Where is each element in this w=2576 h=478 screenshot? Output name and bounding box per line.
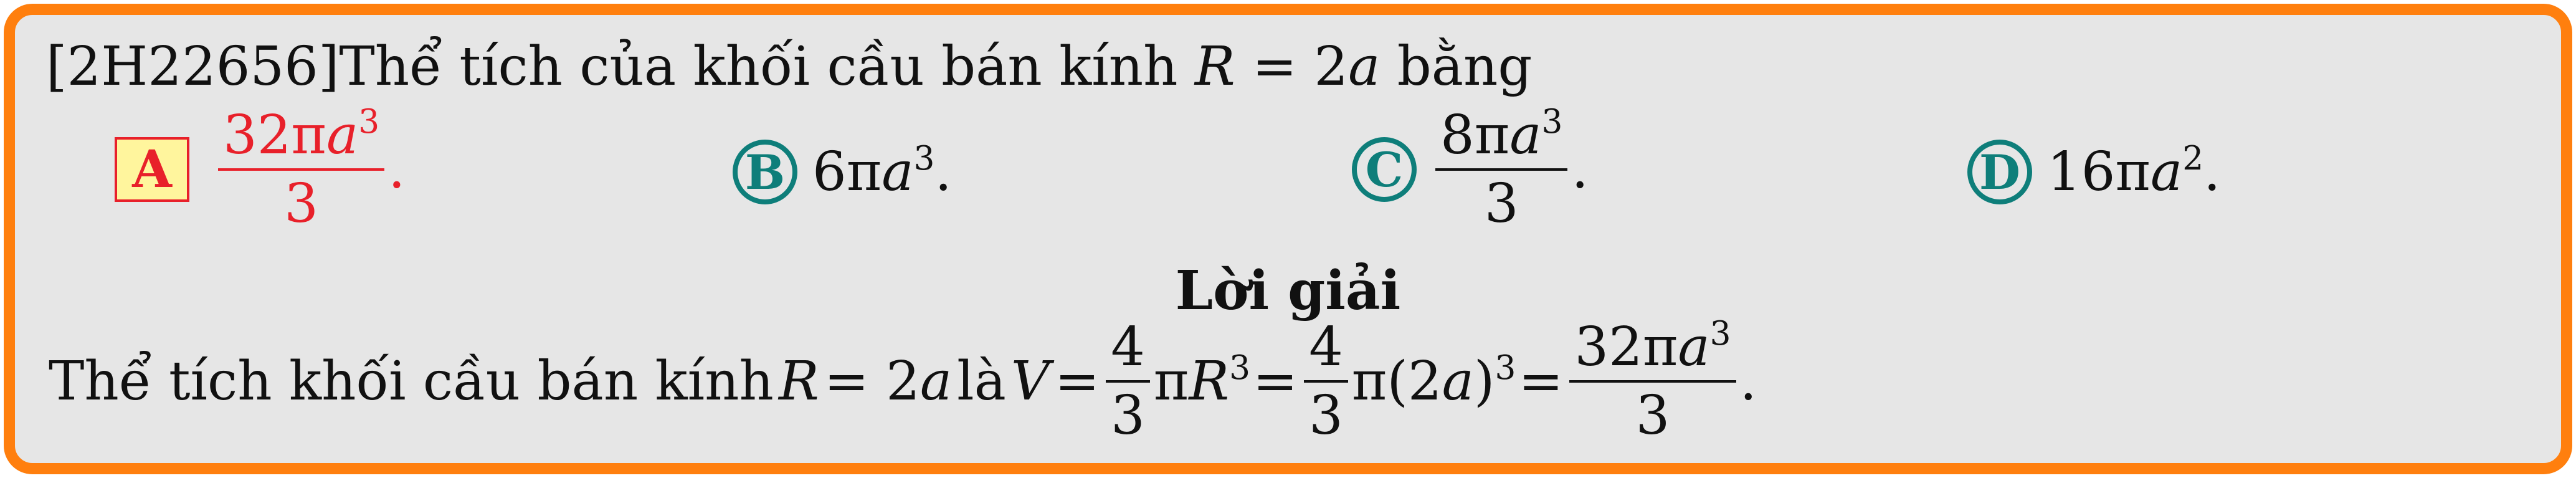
solution-line — [46, 313, 1757, 447]
choice-c-denominator: 3 — [1435, 168, 1567, 231]
solution-tail: . — [1739, 350, 1757, 413]
solution-fraction-1: $\frac{4}{3}$ — [1106, 320, 1150, 442]
solution-eq4: = — [1518, 350, 1564, 413]
solution-var-R: R — [778, 350, 819, 413]
solution-eq2: = — [1055, 350, 1100, 413]
choice-b-badge: B — [733, 140, 797, 204]
choice-a-tail: . — [388, 138, 406, 201]
equals-two: = 2 — [1252, 36, 1349, 98]
choice-d[interactable] — [1967, 140, 2221, 204]
question-stem-end: bằng — [1397, 36, 1533, 98]
question-card — [4, 4, 2572, 474]
question-stem: Thể tích của khối cầu bán kính — [339, 36, 1178, 98]
solution-pi-R-cubed: $\pi R^3$ — [1153, 348, 1251, 413]
choice-a-numerator: $32\pi a^3$ — [223, 102, 380, 166]
solution-text-la: là — [957, 350, 1006, 413]
question-line — [46, 36, 1533, 98]
choice-b[interactable] — [733, 140, 952, 204]
choice-c-badge: C — [1352, 137, 1417, 202]
choice-c[interactable] — [1352, 102, 1589, 235]
var-R: R — [1194, 36, 1235, 98]
solution-text-start: Thể tích khối cầu bán kính — [49, 350, 774, 413]
solution-fraction-3: $\frac{32\pi a^3}{3}$ — [1569, 320, 1736, 442]
choice-d-value: $16\pi a^2$. — [2047, 138, 2221, 203]
solution-eq3: = — [1253, 350, 1298, 413]
choice-b-value: $6\pi a^3$. — [812, 138, 952, 203]
choice-d-badge: D — [1967, 140, 2032, 204]
choice-a[interactable] — [115, 102, 406, 235]
solution-pi-2a-cubed: $\pi(2a)^3$ — [1351, 348, 1516, 413]
choice-a-denominator: 3 — [218, 168, 384, 231]
solution-var-V: V — [1010, 350, 1050, 413]
choice-a-badge: A — [115, 137, 189, 202]
var-a: a — [1348, 36, 1381, 98]
solution-eq1: = 2a — [824, 350, 953, 413]
question-code: [2H22656] — [46, 36, 340, 98]
solution-heading: Lời giải — [1175, 259, 1401, 322]
choice-c-numerator: $8\pi a^3$ — [1440, 102, 1563, 166]
solution-fraction-2: $\frac{4}{3}$ — [1304, 320, 1348, 442]
choice-a-fraction — [218, 102, 384, 235]
choice-c-tail: . — [1571, 138, 1589, 201]
choice-c-fraction — [1435, 102, 1567, 235]
